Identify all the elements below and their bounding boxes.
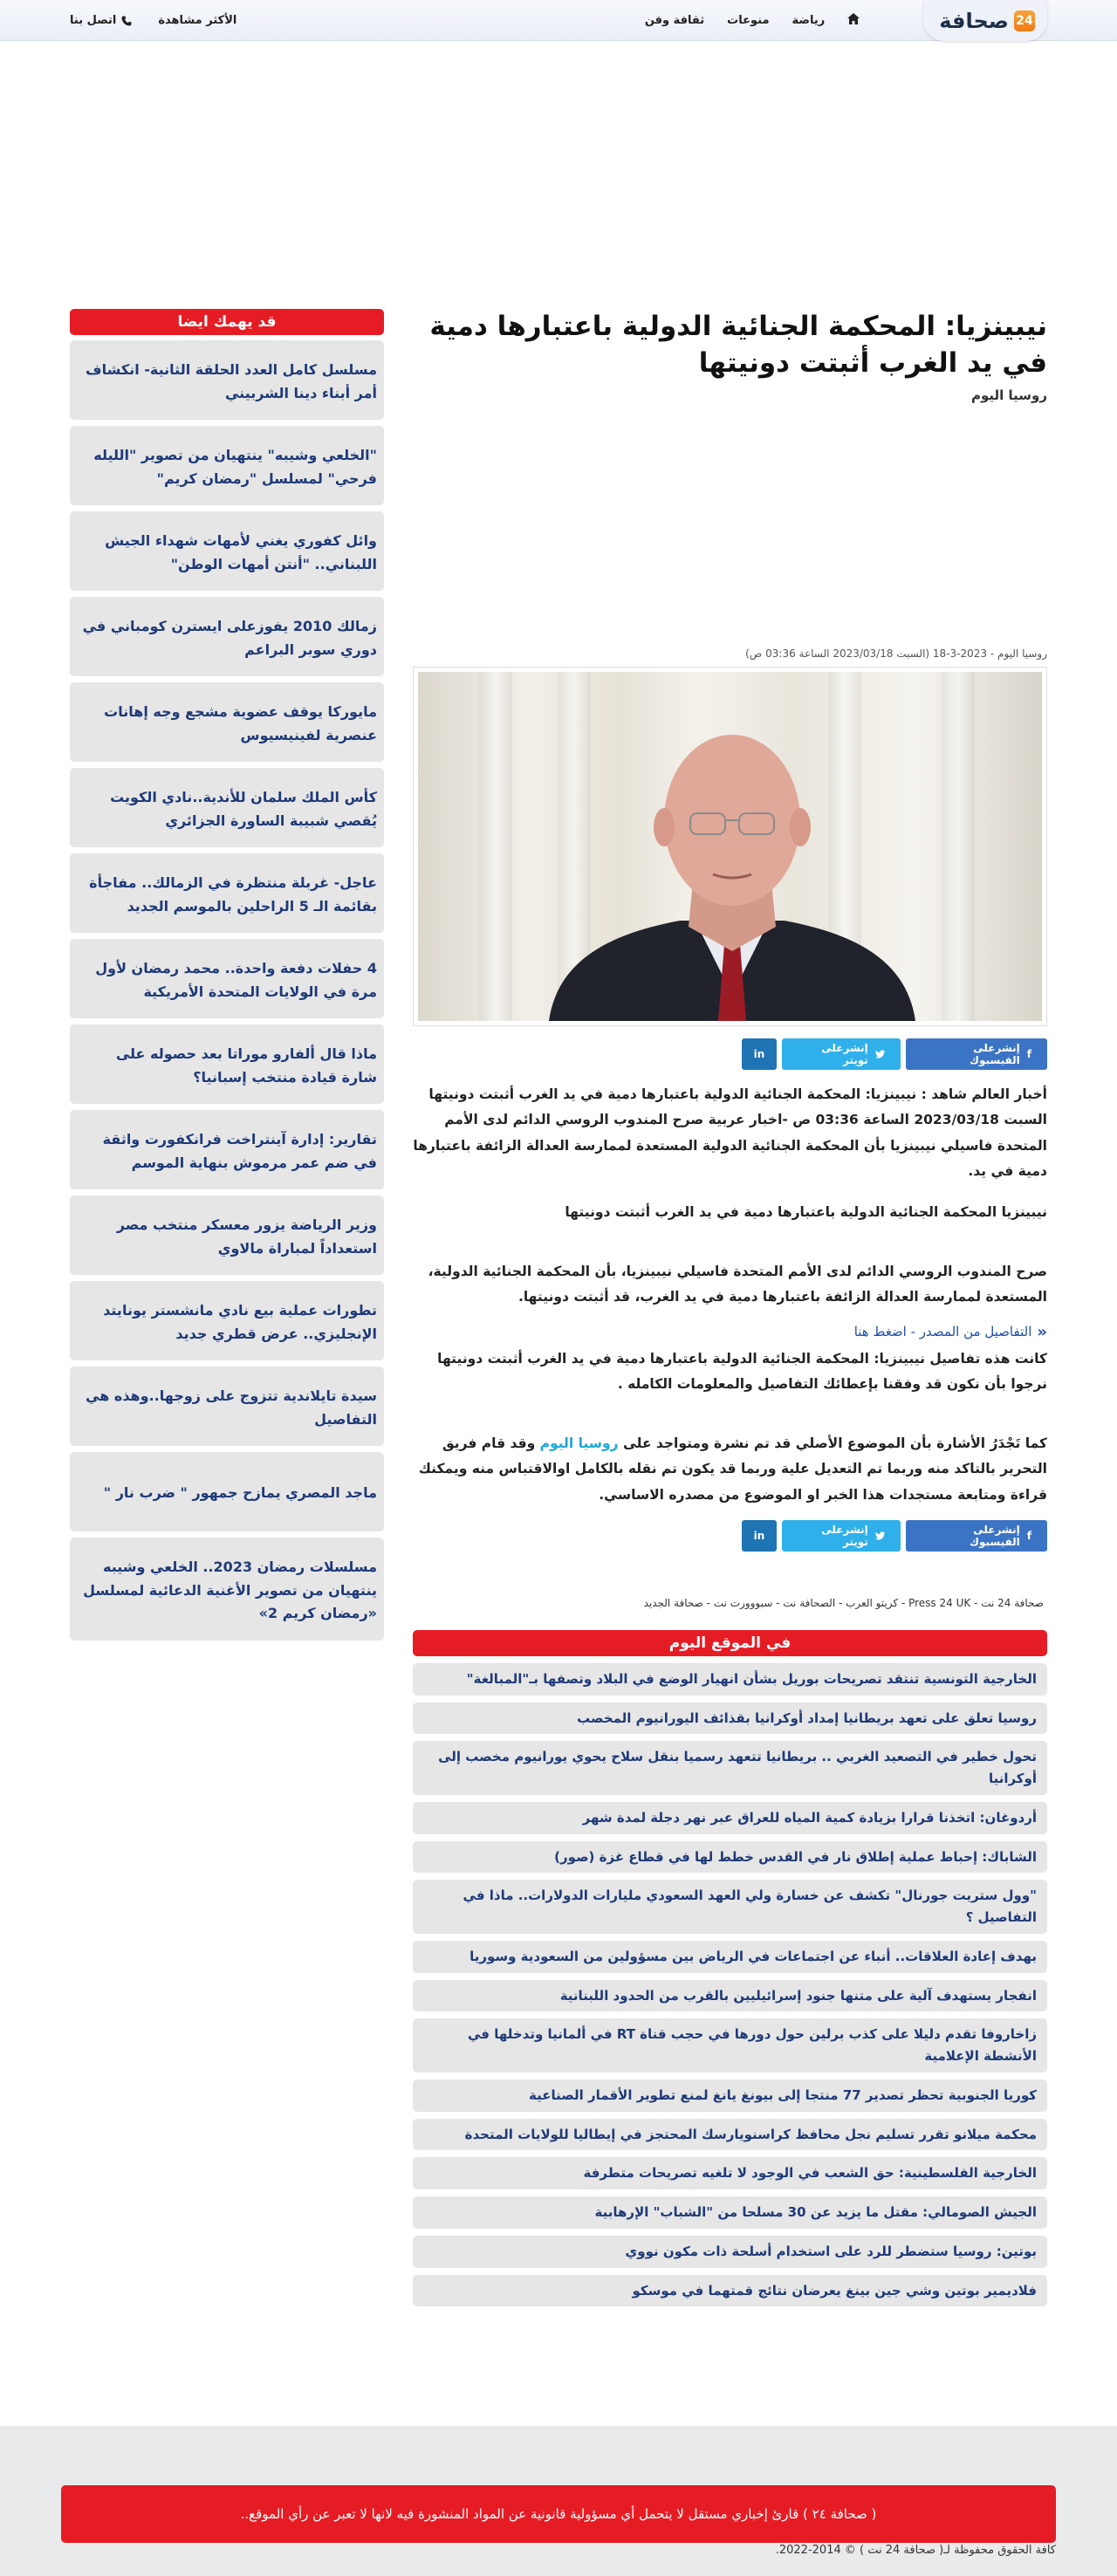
article-paragraph: صرح المندوب الروسي الدائم لدى الأمم المتحدة فاسيلي نيبينزيا، بأن المحكمة الجنائية الدولية، المستعدة لممارسة العدالة الزائفة باعتبارها دمية في يد الغرب، قد أثبتت دونيتها.: [428, 1263, 1047, 1305]
phone-icon: [121, 16, 132, 26]
share-twitter-label: إنشرعلى تويتر: [821, 1523, 868, 1548]
linkedin-icon: in: [753, 1047, 765, 1060]
share-facebook-label: إنشرعلى الفيسبوك: [969, 1041, 1020, 1066]
sidebar-item[interactable]: تقارير: إدارة آينتراخت فرانكفورت واثقة في ضم عمر مرموش بنهاية الموسم: [70, 1110, 384, 1189]
today-item[interactable]: بوتين: روسيا ستضطر للرد على استخدام أسلحة ذات مكون نووي: [413, 2236, 1047, 2268]
main-nav: [236, 13, 871, 28]
source-details-link[interactable]: [413, 1323, 1047, 1341]
article: [413, 309, 1047, 2313]
share-twitter-button-bottom[interactable]: [782, 1520, 901, 1552]
nav-misc[interactable]: منوعات: [727, 14, 770, 27]
article-lead: أخبار العالم شاهد : نيبينزيا: المحكمة الجنائية الدولية باعتبارها دمية في يد الغرب أثبتت دونيتها السبت 2023/03/18 الساعة 03:36 ص -اخبار عربية صرح المندوب الروسي الدائم لدى الأمم المتحدة فاسيلي نيبينزيا بأن المحكمة الجنائية الدولية المستعدة لممارسة العدالة الزائفة باعتبارها دمية في يد.: [413, 1086, 1047, 1179]
sidebar-item[interactable]: كأس الملك سلمان للأندية..نادي الكويت يُقصي شبيبة الساورة الجزائري: [70, 768, 384, 847]
share-linkedin-button[interactable]: [742, 1038, 777, 1070]
sidebar-item[interactable]: مايوركا يوقف عضوية مشجع وجه إهانات عنصرية لفينيسيوس: [70, 682, 384, 762]
today-item[interactable]: الخارجية الفلسطينية: حق الشعب في الوجود لا تلغيه تصريحات متطرفة: [413, 2157, 1047, 2189]
ad-space-article: [413, 403, 1047, 647]
nav-home[interactable]: [836, 13, 871, 28]
today-item[interactable]: روسيا تعلق على تعهد بريطانيا إمداد أوكرانيا بقذائف اليورانيوم المخصب: [413, 1702, 1047, 1735]
top-bar: [0, 0, 1117, 41]
share-twitter-label: إنشرعلى تويتر: [821, 1041, 868, 1066]
home-icon: [847, 13, 860, 24]
today-item[interactable]: تحول خطير في التصعيد الغربي .. بريطانيا تتعهد رسميا بنقل سلاح يحوي يورانيوم مخصب إلى أوكرانيا: [413, 1741, 1047, 1795]
note-text-before: كما تَجْدَرُ الأشارة بأن الموضوع الأصلي قد تم نشرة ومتواجد على: [618, 1435, 1047, 1451]
note-source-link[interactable]: روسيا اليوم: [539, 1435, 619, 1451]
share-facebook-button-bottom[interactable]: [906, 1520, 1047, 1552]
sidebar: [70, 309, 384, 2313]
share-facebook-button[interactable]: [906, 1038, 1047, 1070]
aux-nav: [70, 14, 236, 27]
today-list: [413, 1663, 1047, 2307]
twitter-icon: [875, 1531, 885, 1540]
most-viewed-link[interactable]: الأكثر مشاهدة: [158, 14, 237, 27]
share-twitter-button[interactable]: [782, 1038, 901, 1070]
contact-label: اتصل بنا: [70, 14, 117, 27]
source-details-label: التفاصيل من المصدر - اضغط هنا: [853, 1324, 1032, 1340]
today-heading: في الموقع اليوم: [413, 1630, 1047, 1656]
note-text-after: وقد قام فريق التحرير بالتاكد منه وربما تم التعديل علية وربما قد يكون تم نقله بالكامل اوالاقتباس منه ويمكنك قراءة ومتابعة مستجدات هذا الخبر او الموضوع من مصدره الاساسي.: [418, 1435, 1047, 1503]
today-item[interactable]: الخارجية التونسية تنتقد تصريحات بوريل بشأن انهيار الوضع في البلاد وتصفها بـ"المبالغة": [413, 1663, 1047, 1696]
share-linkedin-button-bottom[interactable]: [742, 1520, 777, 1552]
sidebar-item[interactable]: تطورات عملية بيع نادي مانشستر يونايتد الإنجليزي.. عرض قطري جديد: [70, 1281, 384, 1360]
twitter-icon: [875, 1050, 885, 1058]
linkedin-icon: in: [753, 1529, 765, 1542]
today-item[interactable]: الشاباك: إحباط عملية إطلاق نار في القدس خطط لها في قطاع غزة (صور): [413, 1841, 1047, 1874]
today-item[interactable]: "وول ستريت جورنال" تكشف عن خسارة ولي العهد السعودي مليارات الدولارات.. ماذا في التفاصيل ؟: [413, 1880, 1047, 1934]
ad-space-top: [70, 41, 1047, 309]
sidebar-item[interactable]: 4 حفلات دفعة واحدة.. محمد رمضان لأول مرة في الولايات المتحدة الأمريكية: [70, 939, 384, 1018]
sidebar-item[interactable]: ماجد المصري يمازح جمهور " ضرب نار ": [70, 1452, 384, 1531]
footer-copyright: كافة الحقوق محفوظة لـ( صحافة 24 نت ) © 2014-2022.: [775, 2544, 1056, 2557]
article-subhead: نيبينزيا المحكمة الجنائية الدولية باعتبارها دمية في يد الغرب أثبتت دونيتها: [565, 1204, 1047, 1221]
partner-sources: صحافة 24 نت - Press 24 UK - كريتو العرب - الصحافة نت - سبووورت نت - صحافة الجديد: [643, 1596, 1044, 1609]
today-item[interactable]: محكمة ميلانو تقرر تسليم نجل محافظ كراسنويارسك المحتجز في إيطاليا للولايات المتحدة: [413, 2119, 1047, 2151]
article-body: [413, 1082, 1047, 1508]
sidebar-item[interactable]: وائل كفوري يغني لأمهات شهداء الجيش اللبناني.. "أنتن أمهات الوطن": [70, 511, 384, 591]
double-chevron-icon: «: [1037, 1322, 1047, 1341]
article-image: [418, 672, 1042, 1021]
share-bar-top: [413, 1038, 1047, 1070]
sidebar-list: [70, 340, 384, 1641]
sidebar-item[interactable]: "الخلعي وشيبه" ينتهيان من تصوير "الليله فرحي" لمسلسل "رمضان كريم": [70, 426, 384, 505]
sidebar-item[interactable]: عاجل- غربلة منتظرة في الزمالك.. مفاجأة بقائمة الـ 5 الراحلين بالموسم الجديد: [70, 853, 384, 933]
facebook-icon: f: [1026, 1529, 1031, 1542]
sidebar-item[interactable]: ماذا قال ألفارو موراتا بعد حصوله على شارة قيادة منتخب إسبانيا؟: [70, 1024, 384, 1104]
sidebar-item[interactable]: مسلسل كامل العدد الحلقة الثانية- انكشاف أمر أبناء دينا الشربيني: [70, 340, 384, 420]
sidebar-item[interactable]: مسلسلات رمضان 2023.. الخلعي وشيبه ينتهيان من تصوير الأغنية الدعائية لمسلسل «رمضان كريم 2»: [70, 1538, 384, 1641]
site-logo[interactable]: [923, 0, 1047, 41]
logo-text: صحافة: [939, 8, 1009, 33]
today-item[interactable]: انفجار يستهدف آلية على متنها جنود إسرائيليين بالقرب من الحدود اللبنانية: [413, 1980, 1047, 2012]
today-item[interactable]: بهدف إعادة العلاقات.. أنباء عن اجتماعات في الرياض بين مسؤولين من السعودية وسوريا: [413, 1941, 1047, 1973]
share-bar-bottom: [413, 1520, 1047, 1552]
article-details: كانت هذه تفاصيل نيبينزيا: المحكمة الجنائية الدولية باعتبارها دمية في يد الغرب أثبتت دونيتها نرجوا بأن نكون قد وفقنا بإعطائك التفاصيل والمعلومات الكامله .: [437, 1350, 1047, 1393]
today-item[interactable]: أردوغان: اتخذنا قرارا بزيادة كمية المياه للعراق عبر نهر دجلة لمدة شهر: [413, 1802, 1047, 1834]
article-note: [413, 1431, 1047, 1508]
nav-sports[interactable]: رياضة: [791, 14, 826, 27]
contact-link[interactable]: [70, 14, 132, 27]
article-source: روسيا اليوم: [971, 387, 1047, 403]
footer-disclaimer: ( صحافة ٢٤ ) قارئ إخباري مستقل لا يتحمل أي مسؤولية قانونية عن المواد المنشورة فيه لانها لا تعبر عن رأي الموقع..: [61, 2485, 1056, 2543]
article-title: نيبينزيا: المحكمة الجنائية الدولية باعتبارها دمية في يد الغرب أثبتت دونيتها: [429, 311, 1047, 379]
sidebar-heading: قد يهمك ايضا: [70, 309, 384, 335]
logo-badge: 24: [1014, 10, 1035, 31]
article-image-frame: [413, 667, 1047, 1026]
today-item[interactable]: كوريا الجنوبية تحظر تصدير 77 منتجا إلى بيونغ يانغ لمنع تطوير الأقمار الصناعية: [413, 2079, 1047, 2112]
sidebar-item[interactable]: وزير الرياضة يزور معسكر منتخب مصر استعداداً لمباراة مالاوي: [70, 1196, 384, 1275]
sidebar-item[interactable]: سيدة تايلاندية تتزوج على زوجها..وهذه هي التفاصيل: [70, 1367, 384, 1446]
article-meta: روسيا اليوم - 2023-3-18 (السبت 2023/03/18 الساعة 03:36 ص): [745, 647, 1047, 660]
today-item[interactable]: زاخاروفا تقدم دليلا على كذب برلين حول دورها في حجب قناة RT في ألمانيا وتدخلها في الأنشطة الإعلامية: [413, 2018, 1047, 2072]
sidebar-item[interactable]: زمالك 2010 يفوزعلى ايسترن كومباني في دوري سوبر البراعم: [70, 597, 384, 676]
nav-culture[interactable]: ثقافة وفن: [644, 14, 705, 27]
facebook-icon: f: [1026, 1047, 1031, 1060]
today-item[interactable]: الجيش الصومالي: مقتل ما يزيد عن 30 مسلحا من "الشباب" الإرهابية: [413, 2196, 1047, 2229]
share-facebook-label: إنشرعلى الفيسبوك: [969, 1523, 1020, 1548]
today-item[interactable]: فلاديمير بوتين وشي جين بينغ يعرضان نتائج قمتهما في موسكو: [413, 2275, 1047, 2307]
